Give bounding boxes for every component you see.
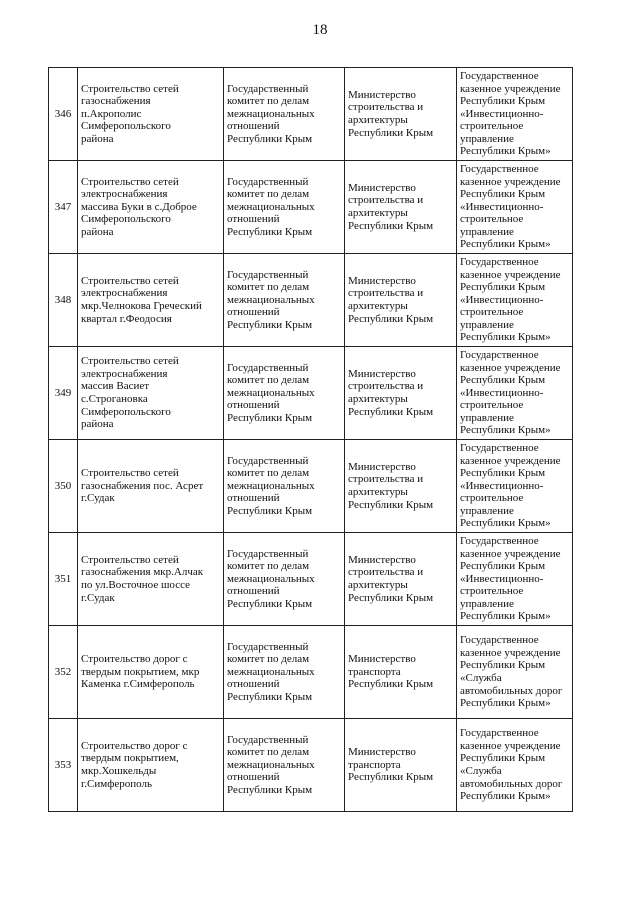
ministry: Министерство строительства и архитектуры Республики Крым [345,440,457,533]
table-row [49,68,573,161]
customer: Государственный комитет по делам межнациональных отношений Республики Крым [224,347,345,440]
executor: Государственное казенное учреждение Республики Крым «Инвестиционно- строительное управление Республики Крым» [457,161,573,254]
row-number: 346 [49,68,78,161]
row-number: 347 [49,161,78,254]
executor: Государственное казенное учреждение Республики Крым «Инвестиционно- строительное управление Республики Крым» [457,347,573,440]
executor: Государственное казенное учреждение Республики Крым «Служба автомобильных дорог Республики Крым» [457,626,573,719]
executor: Государственное казенное учреждение Республики Крым «Инвестиционно- строительное управление Республики Крым» [457,254,573,347]
customer: Государственный комитет по делам межнациональных отношений Республики Крым [224,719,345,812]
customer: Государственный комитет по делам межнациональных отношений Республики Крым [224,533,345,626]
executor: Государственное казенное учреждение Республики Крым «Служба автомобильных дорог Республики Крым» [457,719,573,812]
object-name: Строительство сетей газоснабжения п.Акрополис Симферопольского района [78,68,224,161]
table-row [49,719,573,812]
customer: Государственный комитет по делам межнациональных отношений Республики Крым [224,68,345,161]
row-number: 349 [49,347,78,440]
customer: Государственный комитет по делам межнациональных отношений Республики Крым [224,440,345,533]
object-name: Строительство сетей газоснабжения мкр.Алчак по ул.Восточное шоссе г.Судак [78,533,224,626]
object-name: Строительство сетей электроснабжения мкр.Челнокова Греческий квартал г.Феодосия [78,254,224,347]
table-row [49,347,573,440]
executor: Государственное казенное учреждение Республики Крым «Инвестиционно- строительное управление Республики Крым» [457,533,573,626]
ministry: Министерство транспорта Республики Крым [345,626,457,719]
table-row [49,440,573,533]
customer: Государственный комитет по делам межнациональных отношений Республики Крым [224,254,345,347]
ministry: Министерство строительства и архитектуры Республики Крым [345,254,457,347]
ministry: Министерство строительства и архитектуры Республики Крым [345,68,457,161]
row-number: 351 [49,533,78,626]
object-name: Строительство сетей электроснабжения массива Буки в с.Доброе Симферопольского района [78,161,224,254]
executor: Государственное казенное учреждение Республики Крым «Инвестиционно- строительное управление Республики Крым» [457,68,573,161]
table-row [49,626,573,719]
table-row [49,533,573,626]
row-number: 348 [49,254,78,347]
table-row [49,161,573,254]
page-number: 18 [312,22,328,38]
object-name: Строительство дорог с твердым покрытием, мкр.Хошкельды г.Симферополь [78,719,224,812]
customer: Государственный комитет по делам межнациональных отношений Республики Крым [224,626,345,719]
table-row [49,254,573,347]
ministry: Министерство строительства и архитектуры Республики Крым [345,347,457,440]
object-name: Строительство дорог с твердым покрытием, мкр Каменка г.Симферополь [78,626,224,719]
ministry: Министерство строительства и архитектуры Республики Крым [345,533,457,626]
row-number: 350 [49,440,78,533]
registry-table [48,67,573,812]
row-number: 352 [49,626,78,719]
customer: Государственный комитет по делам межнациональных отношений Республики Крым [224,161,345,254]
ministry: Министерство строительства и архитектуры Республики Крым [345,161,457,254]
object-name: Строительство сетей газоснабжения пос. Асрет г.Судак [78,440,224,533]
object-name: Строительство сетей электроснабжения массив Васиет с.Строгановка Симферопольского района [78,347,224,440]
ministry: Министерство транспорта Республики Крым [345,719,457,812]
row-number: 353 [49,719,78,812]
executor: Государственное казенное учреждение Республики Крым «Инвестиционно- строительное управление Республики Крым» [457,440,573,533]
